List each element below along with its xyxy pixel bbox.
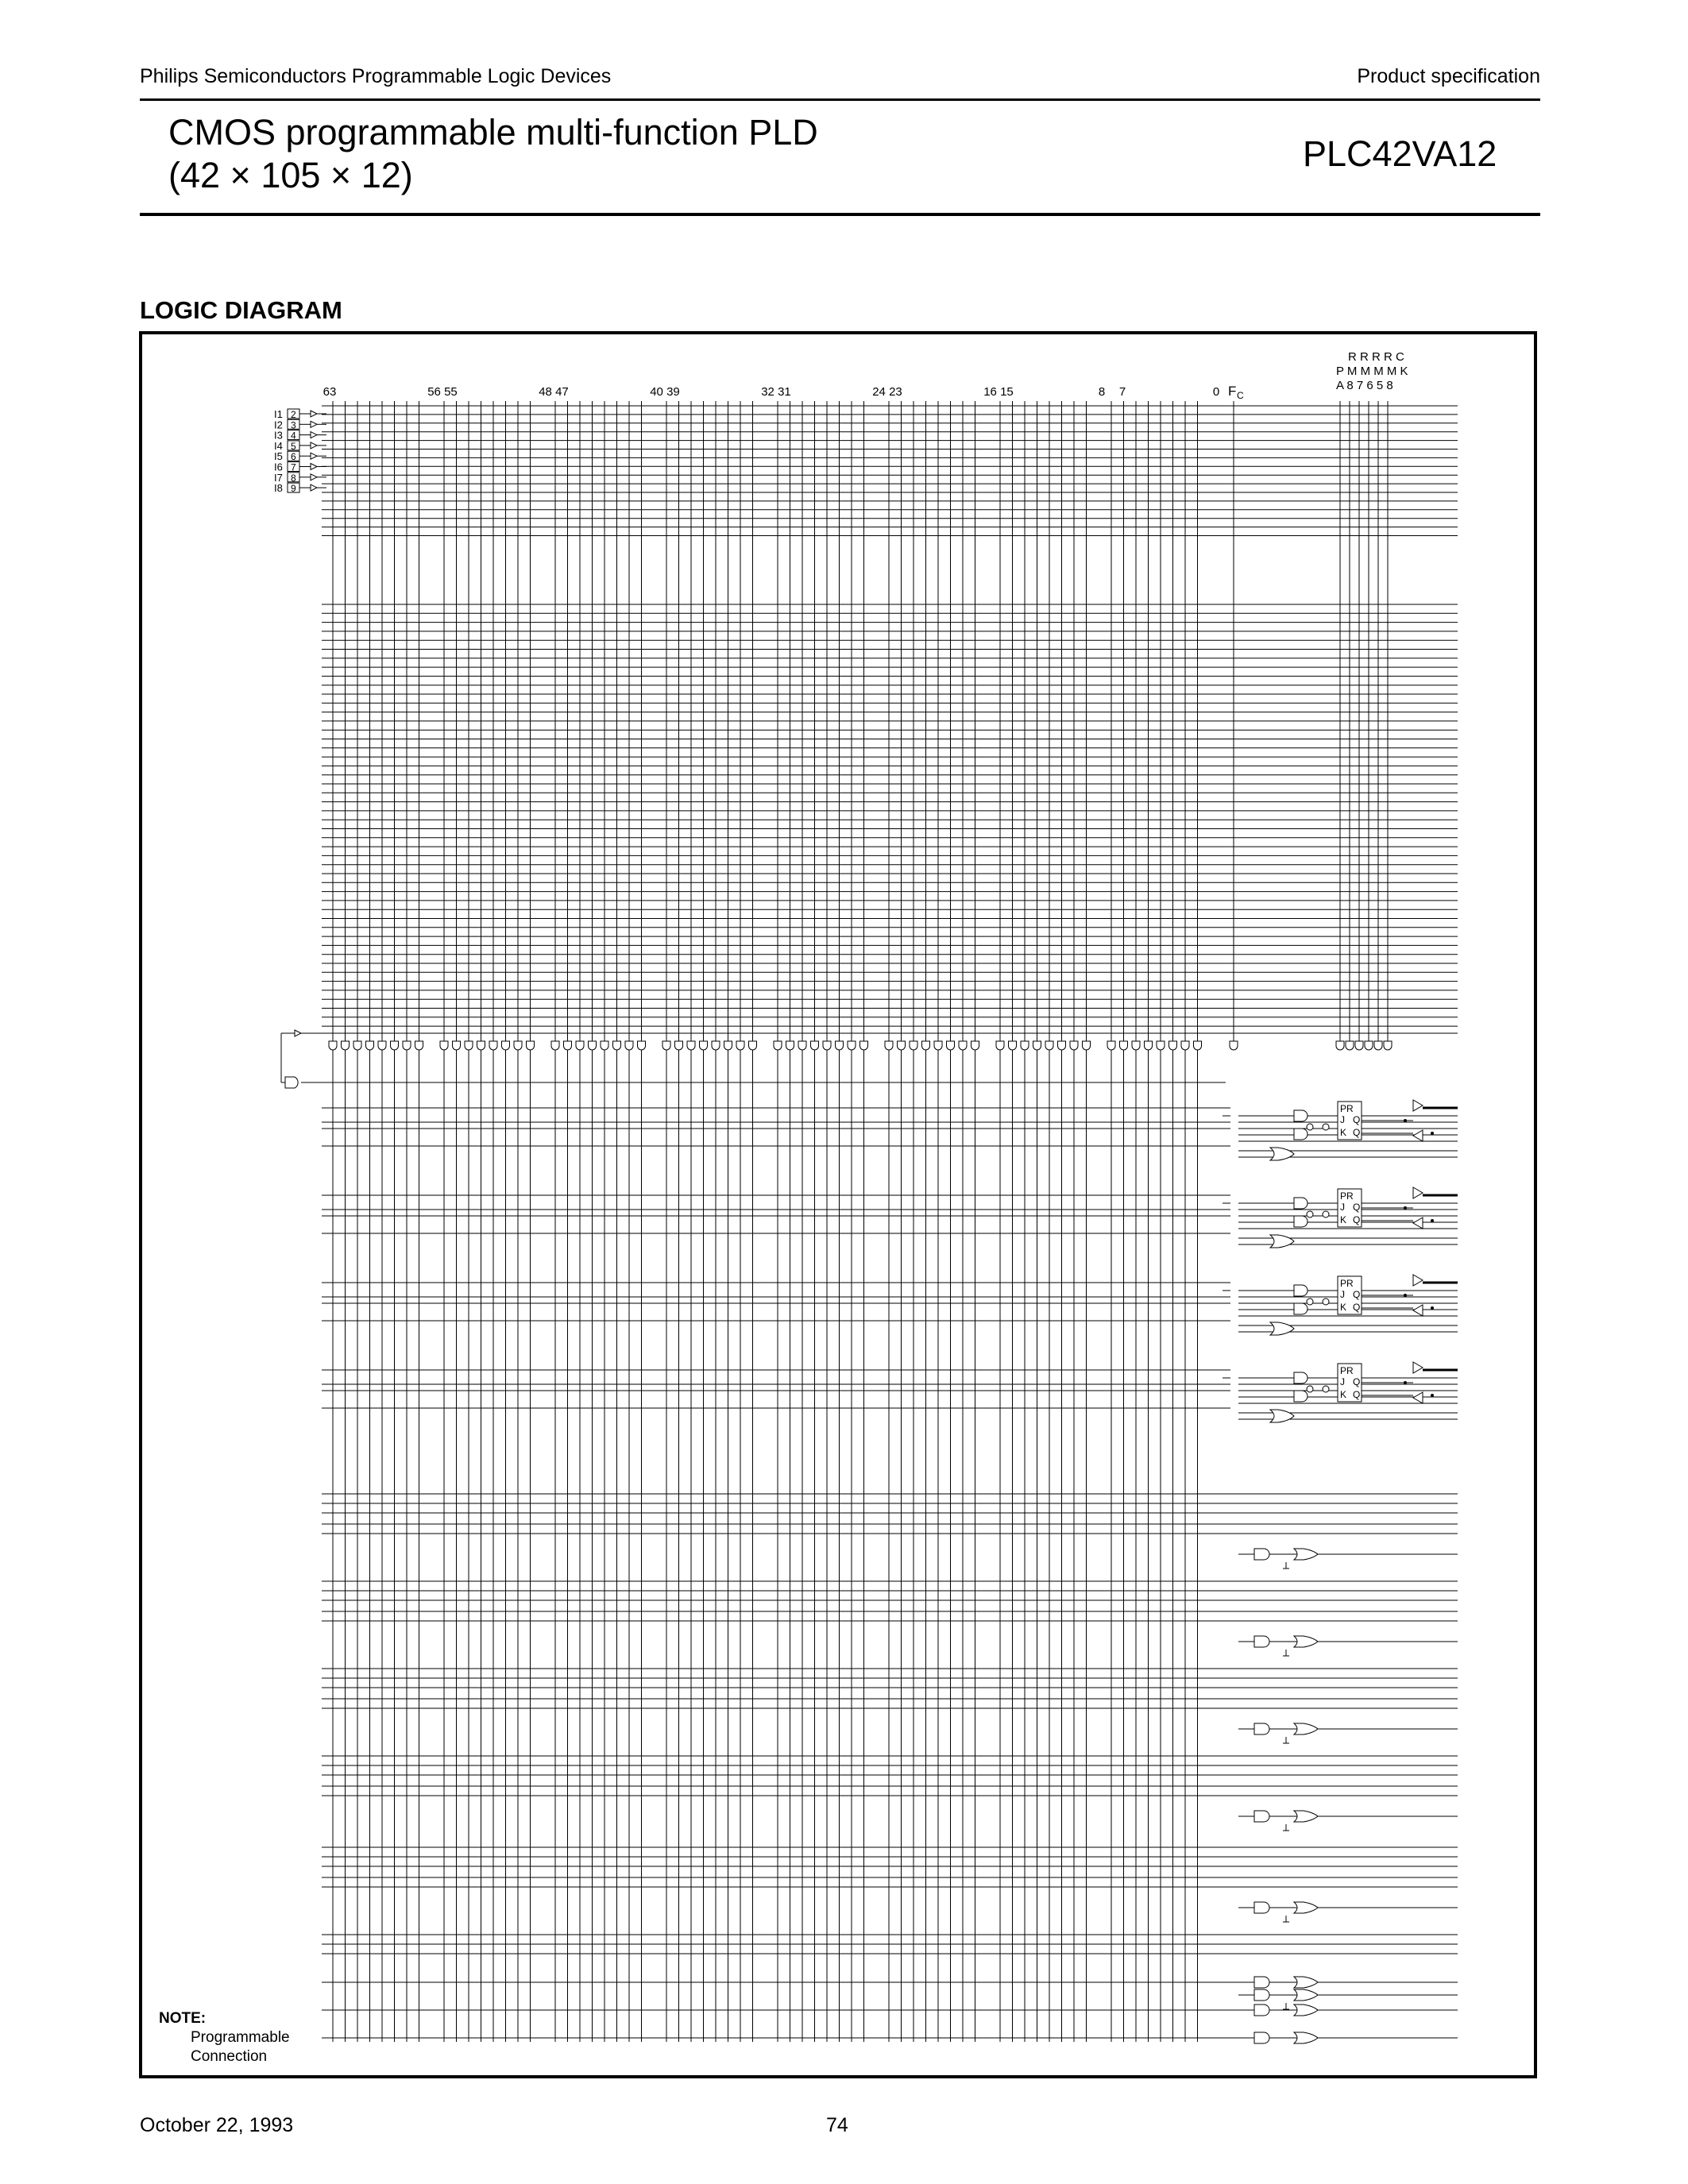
inverter-bubble [1307, 1386, 1313, 1392]
input-name: I2 [274, 419, 283, 431]
title-line-1: CMOS programmable multi-function PLD [168, 112, 818, 152]
and-gate [774, 1041, 782, 1050]
feedback-buffer [1413, 1130, 1423, 1141]
and-gate [736, 1041, 744, 1050]
footer-date: October 22, 1993 [140, 2114, 294, 2136]
input-name: I1 [274, 408, 283, 420]
and-gate [1254, 1636, 1269, 1647]
pin-number: 2 [291, 409, 296, 420]
and-gate [1294, 1110, 1308, 1121]
inverter-bubble [1323, 1124, 1329, 1130]
note-line-2: Connection [191, 2048, 268, 2065]
logic-diagram-frame [139, 331, 1537, 2078]
ff-q-label: Q [1353, 1302, 1361, 1313]
and-gate [489, 1041, 497, 1050]
column-number: 48 47 [539, 385, 569, 399]
and-gate [415, 1041, 423, 1050]
and-gate [477, 1041, 485, 1050]
and-gate [329, 1041, 337, 1050]
and-gate [823, 1041, 831, 1050]
input-buffer [311, 411, 317, 417]
and-gate [342, 1041, 350, 1050]
ff-k-label: K [1340, 1214, 1347, 1225]
section-title: LOGIC DIAGRAM [140, 296, 342, 324]
note-line-1: Programmable [191, 2029, 290, 2046]
and-gate [1254, 1723, 1269, 1734]
xor-gate [1270, 1235, 1294, 1248]
pin-number: 3 [291, 419, 296, 431]
pin-number: 7 [291, 461, 296, 473]
pin-number: 8 [291, 472, 296, 484]
column-number: 16 15 [983, 385, 1014, 399]
column-number: 40 39 [650, 385, 680, 399]
feedback-buffer [1413, 1392, 1423, 1403]
output-buffer [1413, 1275, 1423, 1286]
and-gate [638, 1041, 646, 1050]
output-block [322, 2005, 1458, 2016]
xor-gate [1294, 1723, 1318, 1734]
and-gate [1365, 1041, 1373, 1050]
column-number: 7 [1118, 385, 1126, 399]
and-gate [662, 1041, 670, 1050]
and-gate [1254, 1977, 1269, 1988]
column-number: 8 [1098, 385, 1106, 399]
pin-number: 6 [291, 451, 296, 463]
inverter-bubble [1323, 1211, 1329, 1217]
output-block [322, 1669, 1458, 1743]
and-gate [366, 1041, 374, 1050]
buffer [295, 1030, 301, 1036]
header-rule [140, 98, 1540, 101]
and-gate [1336, 1041, 1344, 1050]
feedback-buffer [1413, 1217, 1423, 1229]
macrocell [322, 1275, 1458, 1335]
and-gate [811, 1041, 819, 1050]
macrocell [322, 1362, 1458, 1422]
junction-dot [1404, 1294, 1407, 1297]
and-gate [922, 1041, 930, 1050]
junction-dot [1431, 1394, 1434, 1397]
junction-dot [1431, 1219, 1434, 1222]
and-gate [947, 1041, 955, 1050]
and-gate [453, 1041, 461, 1050]
and-gate [353, 1041, 361, 1050]
and-gate [971, 1041, 979, 1050]
and-gate [1033, 1041, 1041, 1050]
lower-output-gates [322, 1494, 1458, 2043]
title-line-2: (42 × 105 × 12) [168, 155, 413, 195]
ff-j-label: J [1340, 1202, 1345, 1213]
pin-number: 5 [291, 440, 296, 452]
pin-number: 4 [291, 430, 296, 442]
column-number: 63 [323, 385, 337, 399]
and-gate [613, 1041, 621, 1050]
ff-j-label: J [1340, 1114, 1345, 1125]
output-macrocells [322, 1100, 1458, 1422]
macrocell [322, 1187, 1458, 1248]
ff-k-label: K [1340, 1127, 1347, 1138]
xor-gate [1294, 1902, 1318, 1913]
and-gate [1254, 2032, 1269, 2043]
xor-gate [1294, 2032, 1318, 2043]
output-block [322, 1581, 1458, 1656]
and-gate [712, 1041, 720, 1050]
input-pins [274, 408, 326, 494]
ff-q-label: Q [1353, 1389, 1361, 1400]
and-gate [687, 1041, 695, 1050]
and-gate [1294, 1198, 1308, 1209]
xor-gate [1270, 1322, 1294, 1335]
inverter-bubble [1307, 1124, 1313, 1130]
xor-gate [1294, 2005, 1318, 2016]
and-gate [1374, 1041, 1382, 1050]
and-gate [440, 1041, 448, 1050]
and-gate [860, 1041, 868, 1050]
and-gate [514, 1041, 522, 1050]
xor-gate [1294, 1636, 1318, 1647]
and-gate [576, 1041, 584, 1050]
and-gate [1355, 1041, 1363, 1050]
and-gate [527, 1041, 535, 1050]
and-gate [502, 1041, 510, 1050]
and-gate [1230, 1041, 1238, 1050]
and-gate [551, 1041, 559, 1050]
and-gate [465, 1041, 473, 1050]
column-number: 0 [1212, 385, 1220, 399]
and-gate [403, 1041, 411, 1050]
and-gate [910, 1041, 917, 1050]
and-gate [1294, 1129, 1308, 1140]
inverter-bubble [1323, 1298, 1329, 1305]
and-gate [1294, 1303, 1308, 1314]
and-gate [1045, 1041, 1053, 1050]
junction-dot [1431, 1306, 1434, 1310]
and-gate [1294, 1391, 1308, 1402]
input-buffer [311, 442, 317, 449]
junction-dot [1404, 1206, 1407, 1210]
fc-subscript: C [1237, 390, 1244, 401]
input-name: I6 [274, 461, 283, 473]
and-gate [1107, 1041, 1115, 1050]
or-gate [285, 1077, 298, 1088]
and-gate [749, 1041, 757, 1050]
input-name: I7 [274, 471, 283, 484]
input-pin [274, 482, 326, 494]
junction-dot [1404, 1381, 1407, 1384]
output-block [322, 2032, 1458, 2043]
header-left: Philips Semiconductors Programmable Logic Devices [140, 65, 612, 87]
feedback-buffer [1413, 1305, 1423, 1316]
and-gate [1254, 1549, 1269, 1560]
ff-pr-label: PR [1340, 1103, 1354, 1114]
note-heading: NOTE: [159, 2010, 207, 2027]
xor-gate [1294, 1989, 1318, 2001]
diagram-note [159, 2009, 290, 2066]
input-buffer [311, 474, 317, 480]
ff-j-label: J [1340, 1376, 1345, 1387]
title-rule [140, 213, 1540, 216]
control-label-row-3: A 8 7 6 5 8 [1336, 379, 1393, 392]
and-gate [700, 1041, 708, 1050]
and-gate [564, 1041, 572, 1050]
and-gate [1294, 1285, 1308, 1296]
document-title [168, 111, 818, 197]
and-gate [1254, 2005, 1269, 2016]
ff-q-label: Q [1353, 1289, 1361, 1300]
and-gate [1145, 1041, 1153, 1050]
part-number: PLC42VA12 [1303, 133, 1497, 174]
and-gate [934, 1041, 942, 1050]
ff-q-label: Q [1353, 1376, 1361, 1387]
junction-dot [1431, 1132, 1434, 1135]
column-number: 24 23 [872, 385, 902, 399]
junction-dot [1404, 1119, 1407, 1122]
fc-label: F [1228, 384, 1237, 399]
output-block [322, 1847, 1458, 1922]
ff-pr-label: PR [1340, 1190, 1354, 1202]
and-term-sense-row [281, 1030, 1458, 1088]
and-gate [885, 1041, 893, 1050]
and-gate [898, 1041, 906, 1050]
header-right: Product specification [1357, 65, 1540, 87]
and-gate [996, 1041, 1004, 1050]
input-buffer [311, 453, 317, 459]
column-number: 56 55 [427, 385, 458, 399]
output-buffer [1413, 1362, 1423, 1373]
and-gate [1157, 1041, 1165, 1050]
output-buffer [1413, 1187, 1423, 1198]
and-gate [1058, 1041, 1066, 1050]
column-labels [323, 350, 1408, 401]
and-gate [675, 1041, 683, 1050]
output-block [322, 1494, 1458, 1569]
ff-pr-label: PR [1340, 1278, 1354, 1289]
and-gate [378, 1041, 386, 1050]
and-gate [786, 1041, 794, 1050]
and-gate [1120, 1041, 1128, 1050]
and-gate [1254, 1811, 1269, 1822]
input-buffer [311, 432, 317, 438]
input-name: I8 [274, 482, 283, 495]
control-label-row-1: R R R R C [1348, 350, 1404, 364]
input-name: I3 [274, 429, 283, 442]
ff-q-label: Q [1353, 1214, 1361, 1225]
and-gate [1254, 1902, 1269, 1913]
and-gate [1132, 1041, 1140, 1050]
inverter-bubble [1323, 1386, 1329, 1392]
and-gate [836, 1041, 844, 1050]
page-number: 74 [826, 2114, 848, 2136]
and-gate [1083, 1041, 1091, 1050]
and-gate [848, 1041, 856, 1050]
and-gate [1021, 1041, 1029, 1050]
xor-gate [1294, 1549, 1318, 1560]
input-buffer [311, 484, 317, 491]
xor-gate [1270, 1148, 1294, 1160]
and-gate [1294, 1216, 1308, 1227]
ff-q-label: Q [1353, 1202, 1361, 1213]
ff-q-label: Q [1353, 1127, 1361, 1138]
xor-gate [1294, 1977, 1318, 1988]
ff-k-label: K [1340, 1302, 1347, 1313]
and-gate [1346, 1041, 1354, 1050]
input-buffer [311, 421, 317, 427]
column-number: 32 31 [761, 385, 791, 399]
and-gate [724, 1041, 732, 1050]
output-block [322, 1977, 1458, 1988]
ff-k-label: K [1340, 1389, 1347, 1400]
ff-pr-label: PR [1340, 1365, 1354, 1376]
pin-number: 9 [291, 483, 296, 495]
xor-gate [1270, 1410, 1294, 1422]
and-gate [1384, 1041, 1392, 1050]
and-gate [589, 1041, 597, 1050]
and-gate [1181, 1041, 1189, 1050]
and-gate [1009, 1041, 1017, 1050]
and-gate [1294, 1372, 1308, 1383]
and-gate [601, 1041, 608, 1050]
logic-diagram [142, 334, 1534, 2075]
and-gate [798, 1041, 806, 1050]
output-buffer [1413, 1100, 1423, 1111]
and-gate [1194, 1041, 1202, 1050]
ff-j-label: J [1340, 1289, 1345, 1300]
control-label-row-2: P M M M M K [1336, 365, 1408, 378]
and-gate [625, 1041, 633, 1050]
inverter-bubble [1307, 1211, 1313, 1217]
input-buffer [311, 464, 317, 470]
and-gate [1169, 1041, 1177, 1050]
and-gate [1254, 1989, 1269, 2001]
inverter-bubble [1307, 1298, 1313, 1305]
and-gate [391, 1041, 399, 1050]
and-gate [1070, 1041, 1078, 1050]
output-block [322, 1935, 1458, 2009]
input-name: I5 [274, 450, 283, 463]
input-name: I4 [274, 439, 283, 452]
and-gate [959, 1041, 967, 1050]
ff-q-label: Q [1353, 1114, 1361, 1125]
xor-gate [1294, 1811, 1318, 1822]
macrocell [322, 1100, 1458, 1160]
output-block [322, 1756, 1458, 1831]
